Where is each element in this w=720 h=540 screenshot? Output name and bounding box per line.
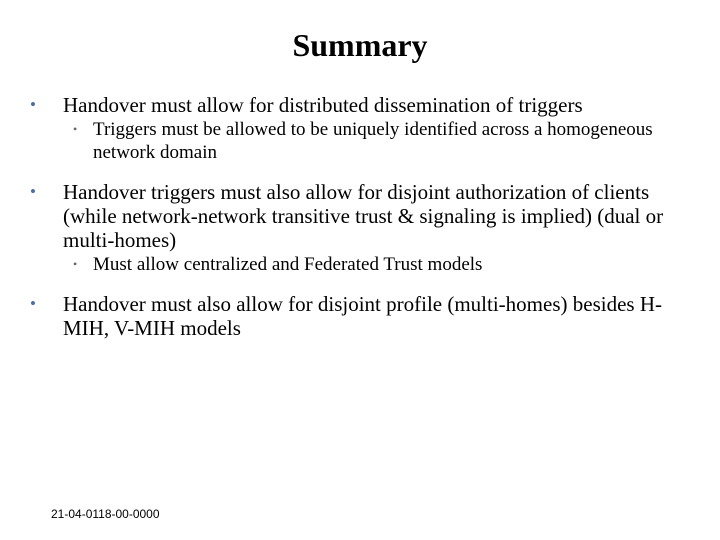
sub-bullet-marker: • (73, 257, 78, 271)
sub-bullet-text: Triggers must be allowed to be uniquely identified across a homogeneous network domain (93, 119, 653, 163)
bullet-item-3 (30, 292, 690, 340)
bullet-text: Handover triggers must also allow for disjoint authorization of clients (while network-network transitive trust & signaling is implied) (dual or multi-homes) (63, 180, 664, 252)
bullet-marker: • (30, 95, 36, 114)
slide-title: Summary (292, 27, 428, 63)
sub-bullet-item (63, 118, 690, 164)
document-id-footer: 21-04-0118-00-0000 (51, 507, 160, 521)
bullet-marker: • (30, 294, 36, 313)
bullet-list (30, 93, 690, 356)
bullet-item-2 (30, 180, 690, 276)
bullet-text: Handover must allow for distributed dissemination of triggers (63, 93, 583, 117)
bullet-marker: • (30, 182, 36, 201)
sub-bullet-item (63, 253, 690, 276)
sub-bullet-marker: • (73, 122, 78, 136)
bullet-text: Handover must also allow for disjoint profile (multi-homes) besides H-MIH, V-MIH models (63, 292, 662, 340)
bullet-item-1 (30, 93, 690, 164)
sub-bullet-text: Must allow centralized and Federated Trust models (93, 254, 483, 275)
